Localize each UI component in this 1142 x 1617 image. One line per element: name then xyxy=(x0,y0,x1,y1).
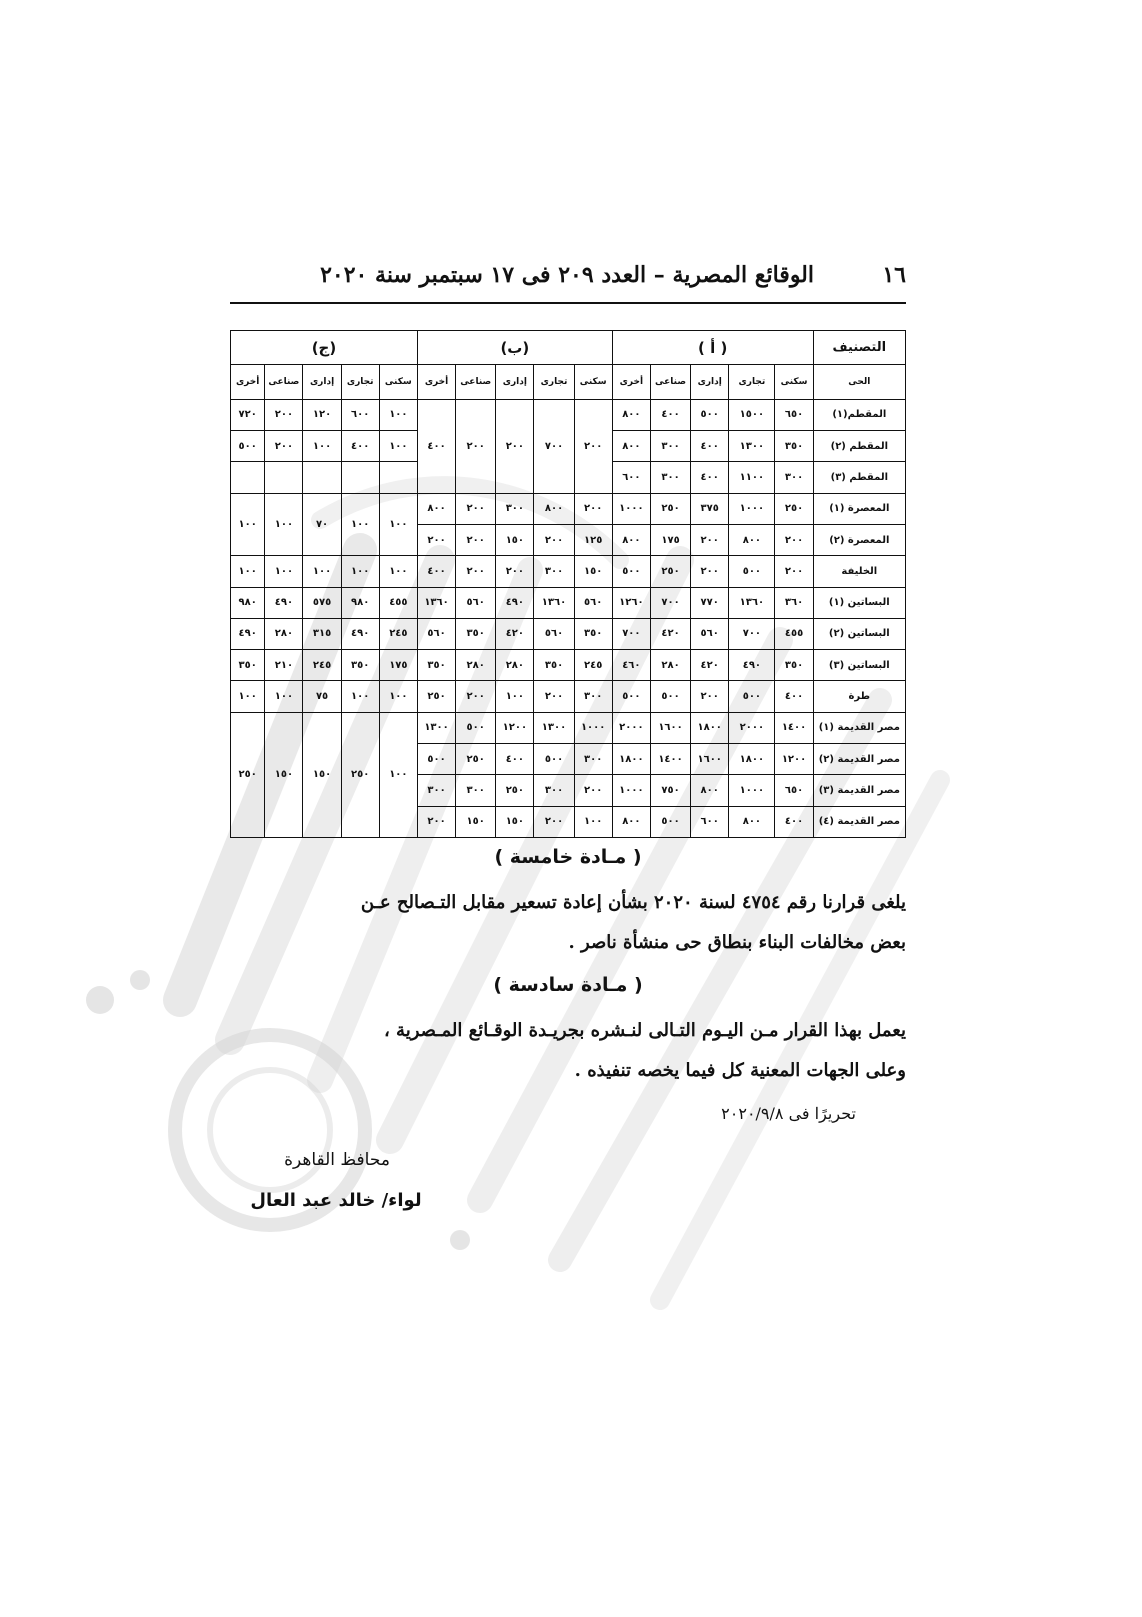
table-cell: ٨٠٠ xyxy=(612,806,650,838)
table-cell: ٢٠٠ xyxy=(534,806,574,838)
table-cell: ١٠٠٠ xyxy=(729,775,775,806)
table-cell: ٥٠٠ xyxy=(231,431,265,462)
table-cell: ١٠٠٠ xyxy=(729,493,775,524)
table-cell: ٩٨٠ xyxy=(231,587,265,618)
table-cell: ٤٠٠ xyxy=(417,399,455,493)
table-cell: ٧٢٠ xyxy=(231,399,265,430)
col-industrial: صناعى xyxy=(265,365,303,399)
table-cell: ١٢٠٠ xyxy=(496,712,534,743)
district-cell: البساتين (٢) xyxy=(813,618,905,649)
table-cell: ٥٠٠ xyxy=(612,681,650,712)
col-industrial: صناعى xyxy=(650,365,690,399)
table-cell: ٣٠٠ xyxy=(534,556,574,587)
table-cell: ٩٨٠ xyxy=(341,587,379,618)
table-cell: ٢٠٠ xyxy=(456,493,496,524)
col-industrial: صناعى xyxy=(456,365,496,399)
table-cell: ٤٠٠ xyxy=(775,681,813,712)
table-cell: ١٥٠٠ xyxy=(729,399,775,430)
table-cell: ١٥٠ xyxy=(456,806,496,838)
table-cell: ٢٠٠ xyxy=(775,524,813,555)
table-cell: ١٨٠٠ xyxy=(729,743,775,774)
table-cell: ٥٠٠ xyxy=(729,681,775,712)
table-cell: ١١٠٠ xyxy=(729,462,775,493)
district-cell: المعصرة (١) xyxy=(813,493,905,524)
district-cell: الخليفة xyxy=(813,556,905,587)
table-cell: ٢٤٥ xyxy=(574,650,612,681)
table-cell: ١٠٠ xyxy=(341,556,379,587)
table-cell: ١٠٠ xyxy=(341,681,379,712)
table-cell: ٢٨٠ xyxy=(650,650,690,681)
table-cell: ٣٠٠ xyxy=(650,462,690,493)
table-cell: ٢٥٠ xyxy=(650,556,690,587)
table-cell: ٢٠٠ xyxy=(265,431,303,462)
table-cell: ٢٠٠ xyxy=(496,556,534,587)
table-cell: ٣٥٠ xyxy=(417,650,455,681)
table-cell: ٨٠٠ xyxy=(417,493,455,524)
table-cell: ٦٥٠ xyxy=(775,399,813,430)
table-cell: ١٠٠ xyxy=(379,712,417,837)
district-cell: المقطم(١) xyxy=(813,399,905,430)
table-cell: ٢٠٠ xyxy=(574,399,612,493)
table-cell: ٣٧٥ xyxy=(691,493,729,524)
table-cell: ٧٠ xyxy=(303,493,341,556)
table-cell: ١٧٥ xyxy=(650,524,690,555)
table-cell: ٥٠٠ xyxy=(417,743,455,774)
table-cell: ٣٦٠ xyxy=(775,587,813,618)
article-6-heading: ( مـادة سادسة ) xyxy=(493,974,643,996)
table-cell: ١٣٦٠ xyxy=(534,587,574,618)
table-cell: ٢٥٠ xyxy=(775,493,813,524)
table-cell: ٥٠٠ xyxy=(650,681,690,712)
table-cell: ٥٠٠ xyxy=(456,712,496,743)
table-cell: ٢٤٥ xyxy=(303,650,341,681)
table-cell: ٤٩٠ xyxy=(265,587,303,618)
table-cell: ٤٢٠ xyxy=(691,650,729,681)
table-cell: ١٠٠ xyxy=(303,556,341,587)
table-cell: ٢٠٠٠ xyxy=(729,712,775,743)
table-row xyxy=(231,618,906,649)
table-cell: ٣٥٠ xyxy=(456,618,496,649)
table-cell: ٧٠٠ xyxy=(729,618,775,649)
table-cell: ١٠٠ xyxy=(265,493,303,556)
table-cell: ٢٥٠ xyxy=(231,712,265,837)
table-cell: ١٢٠٠ xyxy=(775,743,813,774)
empty-cell xyxy=(341,462,379,493)
table-cell: ٨٠٠ xyxy=(612,399,650,430)
table-cell: ٣٠٠ xyxy=(417,775,455,806)
table-cell: ١٠٠ xyxy=(231,493,265,556)
table-cell: ٧٠٠ xyxy=(612,618,650,649)
table-cell: ٦٥٠ xyxy=(775,775,813,806)
table-row xyxy=(231,556,906,587)
district-cell: المعصرة (٢) xyxy=(813,524,905,555)
table-cell: ٢٠٠ xyxy=(456,681,496,712)
page-header xyxy=(230,262,906,292)
col-other: أخرى xyxy=(231,365,265,399)
table-cell: ١٤٠٠ xyxy=(775,712,813,743)
article-5-line-2: بعض مخالفات البناء بنطاق حى منشأة ناصر . xyxy=(568,932,906,953)
table-cell: ٢٨٠ xyxy=(496,650,534,681)
table-cell: ١٠٠٠ xyxy=(574,712,612,743)
col-administrative: إدارى xyxy=(496,365,534,399)
table-cell: ٤٩٠ xyxy=(341,618,379,649)
table-cell: ١٠٠ xyxy=(379,399,417,430)
table-cell: ٢٨٠ xyxy=(456,650,496,681)
table-cell: ١٠٠ xyxy=(379,681,417,712)
col-commercial: تجارى xyxy=(729,365,775,399)
district-cell: مصر القديمة (٤) xyxy=(813,806,905,838)
col-commercial: تجارى xyxy=(341,365,379,399)
table-cell: ٦٠٠ xyxy=(691,806,729,838)
article-6-line-1: يعمل بهذا القرار مـن اليـوم التـالى لنـشره بجريـدة الوقـائع المـصرية ، xyxy=(383,1020,906,1041)
table-cell: ٤٠٠ xyxy=(496,743,534,774)
table-cell: ١٠٠ xyxy=(574,806,612,838)
table-cell: ٢٠٠ xyxy=(691,556,729,587)
table-cell: ٥٦٠ xyxy=(417,618,455,649)
table-cell: ١٥٠ xyxy=(574,556,612,587)
table-cell: ٢٠٠ xyxy=(417,806,455,838)
table-cell: ١٠٠ xyxy=(341,493,379,556)
table-cell: ١٣٦٠ xyxy=(729,587,775,618)
col-residential: سكنى xyxy=(775,365,813,399)
district-cell: مصر القديمة (٢) xyxy=(813,743,905,774)
table-cell: ٢٥٠ xyxy=(417,681,455,712)
table-cell: ٥٦٠ xyxy=(534,618,574,649)
district-cell: طرة xyxy=(813,681,905,712)
table-cell: ١٠٠ xyxy=(265,681,303,712)
table-cell: ٢٠٠ xyxy=(456,556,496,587)
group-c-header: (ج) xyxy=(231,331,418,365)
table-cell: ٢٥٠ xyxy=(341,712,379,837)
table-cell: ٨٠٠ xyxy=(612,524,650,555)
table-cell: ٥٠٠ xyxy=(691,399,729,430)
table-cell: ٨٠٠ xyxy=(691,775,729,806)
gazette-title: الوقائع المصرية – العدد ٢٠٩ فى ١٧ سبتمبر سنة ٢٠٢٠ xyxy=(320,262,814,288)
table-cell: ٢٠٠ xyxy=(691,681,729,712)
empty-cell xyxy=(265,462,303,493)
table-cell: ٤٠٠ xyxy=(341,431,379,462)
district-cell: مصر القديمة (١) xyxy=(813,712,905,743)
table-row xyxy=(231,712,906,743)
header-classification: التصنيف xyxy=(813,331,905,365)
table-cell: ٤٩٠ xyxy=(729,650,775,681)
col-residential: سكنى xyxy=(574,365,612,399)
table-cell: ١٦٠٠ xyxy=(650,712,690,743)
empty-cell xyxy=(231,462,265,493)
table-cell: ٥٠٠ xyxy=(534,743,574,774)
table-cell: ٨٠٠ xyxy=(729,806,775,838)
table-cell: ٢٠٠ xyxy=(775,556,813,587)
table-cell: ١٨٠٠ xyxy=(612,743,650,774)
table-cell: ٧٠٠ xyxy=(534,399,574,493)
table-cell: ٢٠٠ xyxy=(456,524,496,555)
table-cell: ١٠٠٠ xyxy=(612,775,650,806)
col-other: أخرى xyxy=(417,365,455,399)
table-row xyxy=(231,493,906,524)
table-cell: ٤٠٠ xyxy=(650,399,690,430)
table-cell: ١٣٠٠ xyxy=(534,712,574,743)
table-row xyxy=(231,587,906,618)
table-cell: ٣٠٠ xyxy=(574,681,612,712)
table-cell: ٣٠٠ xyxy=(496,493,534,524)
col-other: أخرى xyxy=(612,365,650,399)
table-cell: ١٠٠ xyxy=(496,681,534,712)
table-cell: ٢٠٠ xyxy=(691,524,729,555)
table-cell: ١٦٠٠ xyxy=(691,743,729,774)
table-cell: ٣٥٠ xyxy=(534,650,574,681)
table-cell: ٢١٠ xyxy=(265,650,303,681)
table-cell: ١٠٠ xyxy=(231,556,265,587)
signatory-role: محافظ القاهرة xyxy=(284,1150,390,1170)
table-cell: ١٧٥ xyxy=(379,650,417,681)
table-cell: ١٣٠٠ xyxy=(417,712,455,743)
header-district: الحى xyxy=(813,365,905,399)
table-cell: ٥٠٠ xyxy=(650,806,690,838)
table-cell: ٥٠٠ xyxy=(729,556,775,587)
date-line: تحريرًا فى ٢٠٢٠/٩/٨ xyxy=(721,1104,856,1123)
district-cell: المقطم (٣) xyxy=(813,462,905,493)
table-cell: ٤٢٠ xyxy=(496,618,534,649)
table-cell: ٢٠٠ xyxy=(574,493,612,524)
table-cell: ٢٠٠ xyxy=(574,775,612,806)
table-cell: ٢٥٠ xyxy=(496,775,534,806)
table-cell: ٥٦٠ xyxy=(574,587,612,618)
table-cell: ١٣٠٠ xyxy=(729,431,775,462)
article-6-line-2: وعلى الجهات المعنية كل فيما يخصه تنفيذه . xyxy=(574,1060,906,1081)
table-cell: ١٠٠ xyxy=(303,431,341,462)
table-cell: ٨٠٠ xyxy=(729,524,775,555)
signatory-name: لواء/ خالد عبد العال xyxy=(250,1190,422,1211)
table-cell: ١٨٠٠ xyxy=(691,712,729,743)
table-cell: ١٠٠٠ xyxy=(612,493,650,524)
group-a-header: ( أ ) xyxy=(612,331,813,365)
table-cell: ٤٩٠ xyxy=(496,587,534,618)
table-cell: ٥٦٠ xyxy=(691,618,729,649)
table-cell: ٤٥٥ xyxy=(775,618,813,649)
table-cell: ٤٢٠ xyxy=(650,618,690,649)
table-cell: ٨٠٠ xyxy=(534,493,574,524)
table-cell: ٢٨٠ xyxy=(265,618,303,649)
table-cell: ١٤٠٠ xyxy=(650,743,690,774)
table-cell: ٧٧٠ xyxy=(691,587,729,618)
table-cell: ٣٥٠ xyxy=(231,650,265,681)
table-row xyxy=(231,681,906,712)
table-cell: ٥٠٠ xyxy=(612,556,650,587)
table-cell: ٢٤٥ xyxy=(379,618,417,649)
table-cell: ٦٠٠ xyxy=(341,399,379,430)
article-5-line-1: يلغى قرارنا رقم ٤٧٥٤ لسنة ٢٠٢٠ بشأن إعادة تسعير مقابل التـصالح عـن xyxy=(360,892,906,913)
table-cell: ٣٠٠ xyxy=(456,775,496,806)
table-cell: ٦٠٠ xyxy=(612,462,650,493)
pricing-table xyxy=(230,330,906,838)
table-cell: ٤٠٠ xyxy=(417,556,455,587)
table-cell: ٤٦٠ xyxy=(612,650,650,681)
table-cell: ٤٠٠ xyxy=(691,462,729,493)
table-cell: ١٢٠ xyxy=(303,399,341,430)
district-cell: البساتين (١) xyxy=(813,587,905,618)
district-cell: مصر القديمة (٣) xyxy=(813,775,905,806)
table-cell: ٢٠٠ xyxy=(534,524,574,555)
empty-cell xyxy=(303,462,341,493)
table-cell: ٢٠٠٠ xyxy=(612,712,650,743)
table-cell: ٢٠٠ xyxy=(496,399,534,493)
table-cell: ٤٠٠ xyxy=(775,806,813,838)
district-cell: البساتين (٣) xyxy=(813,650,905,681)
table-cell: ٤٩٠ xyxy=(231,618,265,649)
table-cell: ٢٠٠ xyxy=(265,399,303,430)
table-cell: ٣٠٠ xyxy=(650,431,690,462)
table-cell: ١٥٠ xyxy=(303,712,341,837)
table-row xyxy=(231,650,906,681)
table-cell: ٣٠٠ xyxy=(775,462,813,493)
district-cell: المقطم (٢) xyxy=(813,431,905,462)
col-administrative: إدارى xyxy=(303,365,341,399)
table-cell: ٧٥ xyxy=(303,681,341,712)
col-residential: سكنى xyxy=(379,365,417,399)
table-cell: ٣٥٠ xyxy=(574,618,612,649)
table-cell: ١٠٠ xyxy=(379,431,417,462)
table-cell: ٢٠٠ xyxy=(417,524,455,555)
table-cell: ٢٥٠ xyxy=(650,493,690,524)
table-cell: ٨٠٠ xyxy=(612,431,650,462)
group-b-header: (ب) xyxy=(417,331,612,365)
table-cell: ٢٠٠ xyxy=(534,681,574,712)
table-cell: ١٠٠ xyxy=(379,493,417,556)
table-cell: ١٠٠ xyxy=(379,556,417,587)
table-cell: ٣٠٠ xyxy=(574,743,612,774)
table-cell: ٣٥٠ xyxy=(341,650,379,681)
table-cell: ١٢٥ xyxy=(574,524,612,555)
table-cell: ٢٠٠ xyxy=(456,399,496,493)
table-cell: ٥٧٥ xyxy=(303,587,341,618)
page-number: ١٦ xyxy=(882,262,906,288)
table-row xyxy=(231,399,906,430)
table-cell: ١٥٠ xyxy=(496,806,534,838)
table-cell: ٣٥٠ xyxy=(775,431,813,462)
table-cell: ١٣٦٠ xyxy=(417,587,455,618)
table-cell: ١٢٦٠ xyxy=(612,587,650,618)
table-cell: ٧٥٠ xyxy=(650,775,690,806)
table-cell: ٤٥٥ xyxy=(379,587,417,618)
table-cell: ٧٠٠ xyxy=(650,587,690,618)
col-commercial: تجارى xyxy=(534,365,574,399)
table-cell: ١٠٠ xyxy=(265,556,303,587)
empty-cell xyxy=(379,462,417,493)
table-cell: ٥٦٠ xyxy=(456,587,496,618)
table-cell: ١٥٠ xyxy=(496,524,534,555)
table-cell: ٣١٥ xyxy=(303,618,341,649)
table-cell: ٢٥٠ xyxy=(456,743,496,774)
header-rule xyxy=(230,302,906,304)
article-5-heading: ( مـادة خامسة ) xyxy=(494,846,642,868)
table-cell: ٤٠٠ xyxy=(691,431,729,462)
col-administrative: إدارى xyxy=(691,365,729,399)
table-cell: ٣٥٠ xyxy=(775,650,813,681)
table-cell: ١٥٠ xyxy=(265,712,303,837)
table-cell: ١٠٠ xyxy=(231,681,265,712)
table-cell: ٣٠٠ xyxy=(534,775,574,806)
